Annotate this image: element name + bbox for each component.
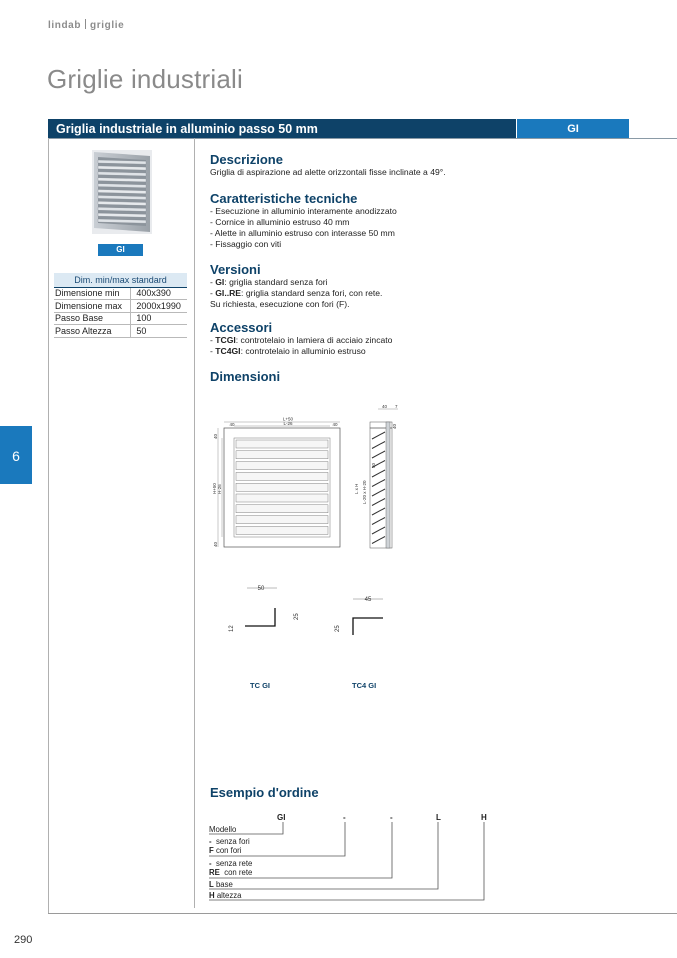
order-code-diagram	[205, 810, 505, 910]
order-text: con fori	[215, 846, 242, 855]
order-label	[209, 846, 242, 855]
spec-value: 100	[131, 312, 187, 325]
spec-table	[54, 273, 187, 338]
profile-label: TC GI	[250, 681, 270, 690]
list-item	[210, 288, 650, 299]
section-title: Accessori	[210, 320, 273, 335]
order-symbol: -	[209, 837, 212, 846]
divider	[48, 138, 49, 914]
item-prefix: -	[210, 288, 216, 298]
order-label	[209, 891, 242, 900]
order-label	[209, 868, 252, 877]
order-symbol: F	[209, 846, 214, 855]
slat	[236, 526, 328, 534]
dim-label: 25	[294, 613, 300, 620]
dim-label: L-26	[283, 421, 293, 426]
brand-header	[48, 19, 124, 31]
section-text: - Fissaggio con viti	[210, 239, 282, 249]
slat	[372, 470, 385, 477]
slat	[372, 508, 385, 515]
table-row	[54, 312, 187, 325]
order-symbol: -	[209, 859, 212, 868]
spec-label: Dimensione max	[54, 300, 131, 313]
slat	[236, 462, 328, 470]
slat	[236, 483, 328, 491]
order-text: con rete	[224, 868, 253, 877]
slat	[236, 472, 328, 480]
order-text: base	[215, 880, 233, 889]
dim-label: 40	[382, 404, 388, 409]
table-row	[54, 300, 187, 313]
section-text: - Esecuzione in alluminio interamente anodizzato	[210, 206, 397, 216]
product-code-badge: GI	[98, 244, 143, 256]
item-prefix: -	[210, 346, 216, 356]
slat	[236, 505, 328, 513]
product-code-bar: GI	[517, 119, 629, 138]
dim-label: H+50	[212, 483, 217, 494]
section-esempio	[210, 785, 650, 800]
section-note: Su richiesta, esecuzione con fori (F).	[210, 299, 350, 309]
section-accessori	[210, 320, 650, 357]
slat	[236, 516, 328, 524]
slat	[236, 494, 328, 502]
table-row	[54, 287, 187, 300]
slat	[372, 451, 385, 458]
slat	[372, 480, 385, 487]
page-title: Griglie industriali	[47, 64, 243, 94]
order-text: senza rete	[215, 859, 253, 868]
dim-label: 12	[229, 625, 235, 632]
divider	[48, 138, 677, 139]
item-code: TC4GI	[215, 346, 241, 356]
order-code: -	[390, 813, 393, 822]
dim-label: 25	[335, 625, 341, 632]
section-versioni	[210, 262, 650, 310]
spec-value: 400x390	[131, 287, 187, 300]
order-code: L	[436, 813, 441, 822]
profile-label: TC4 GI	[352, 681, 377, 690]
dim-label: H-26	[217, 484, 222, 494]
item-code: GI..RE	[215, 288, 242, 298]
dim-label: 40	[332, 422, 338, 427]
section-title: Caratteristiche tecniche	[210, 191, 358, 206]
section-caratteristiche	[210, 191, 650, 250]
order-text: altezza	[216, 891, 242, 900]
divider	[194, 138, 195, 908]
order-symbol: H	[209, 891, 215, 900]
item-code: TCGI	[215, 335, 236, 345]
section-text: Griglia di aspirazione ad alette orizzontali fisse inclinate a 49°.	[210, 167, 446, 177]
front-slats	[236, 440, 328, 534]
brand-name: lindab	[48, 20, 82, 31]
slat	[372, 499, 385, 506]
dim-label: L-20 x H-20	[362, 480, 367, 504]
slat	[372, 518, 385, 525]
section-title: Esempio d'ordine	[210, 785, 319, 800]
order-code: -	[343, 813, 346, 822]
section-dimensioni	[210, 369, 650, 384]
slat	[372, 442, 385, 449]
dim-label: 45	[364, 597, 372, 603]
slat	[236, 451, 328, 459]
order-label	[209, 880, 233, 889]
profile-drawings	[225, 580, 395, 650]
table-row	[54, 325, 187, 338]
dim-label: 50	[371, 462, 376, 468]
order-label: Modello	[209, 825, 237, 834]
item-text: : griglia standard senza fori, con rete.	[241, 288, 383, 298]
order-label	[209, 859, 252, 868]
list-item	[210, 277, 650, 288]
item-text: : controtelaio in alluminio estruso	[240, 346, 366, 356]
spec-table-header: Dim. min/max standard	[54, 273, 187, 287]
side-slats	[372, 432, 385, 544]
section-title: Dimensioni	[210, 369, 281, 384]
dim-label: 40	[229, 422, 235, 427]
spec-label: Passo Altezza	[54, 325, 131, 338]
dim-label: L x H	[354, 483, 359, 494]
order-code: H	[481, 813, 487, 822]
list-item	[210, 335, 650, 346]
dim-label: 40	[213, 433, 218, 439]
spec-value: 2000x1990	[131, 300, 187, 313]
section-title: Descrizione	[210, 152, 283, 167]
item-text: : controtelaio in lamiera di acciaio zincato	[235, 335, 393, 345]
dim-label: 7	[395, 404, 398, 409]
order-label	[209, 837, 250, 846]
slat	[372, 527, 385, 534]
dimension-drawing	[212, 402, 412, 554]
item-text: : griglia standard senza fori	[224, 277, 328, 287]
spec-value: 50	[131, 325, 187, 338]
order-code: GI	[277, 813, 286, 822]
slat	[372, 537, 385, 544]
page-number: 290	[14, 934, 33, 946]
slat	[372, 432, 385, 439]
order-text: senza fori	[215, 837, 250, 846]
dim-label: 50	[257, 586, 265, 592]
item-code: GI	[215, 277, 225, 287]
section-title: Versioni	[210, 262, 261, 277]
brand-section: griglie	[90, 20, 125, 31]
section-descrizione	[210, 152, 650, 178]
dim-label: 40	[392, 423, 397, 429]
spec-label: Passo Base	[54, 312, 131, 325]
product-title-bar: Griglia industriale in alluminio passo 50 mm	[48, 119, 516, 138]
item-prefix: -	[210, 335, 216, 345]
slat	[236, 440, 328, 448]
item-prefix: -	[210, 277, 216, 287]
order-symbol: RE	[209, 868, 220, 877]
dim-label: L+50	[282, 416, 294, 422]
order-symbol: L	[209, 880, 214, 889]
product-image	[92, 150, 152, 234]
slat	[372, 489, 385, 496]
list-item	[210, 346, 650, 357]
section-text: - Cornice in alluminio estruso 40 mm	[210, 217, 350, 227]
dim-label: 40	[213, 541, 218, 547]
brand-separator	[85, 19, 86, 29]
section-text: - Alette in alluminio estruso con interasse 50 mm	[210, 228, 395, 238]
spec-label: Dimensione min	[54, 287, 131, 300]
divider	[48, 913, 677, 914]
chapter-tab[interactable]: 6	[0, 426, 32, 484]
